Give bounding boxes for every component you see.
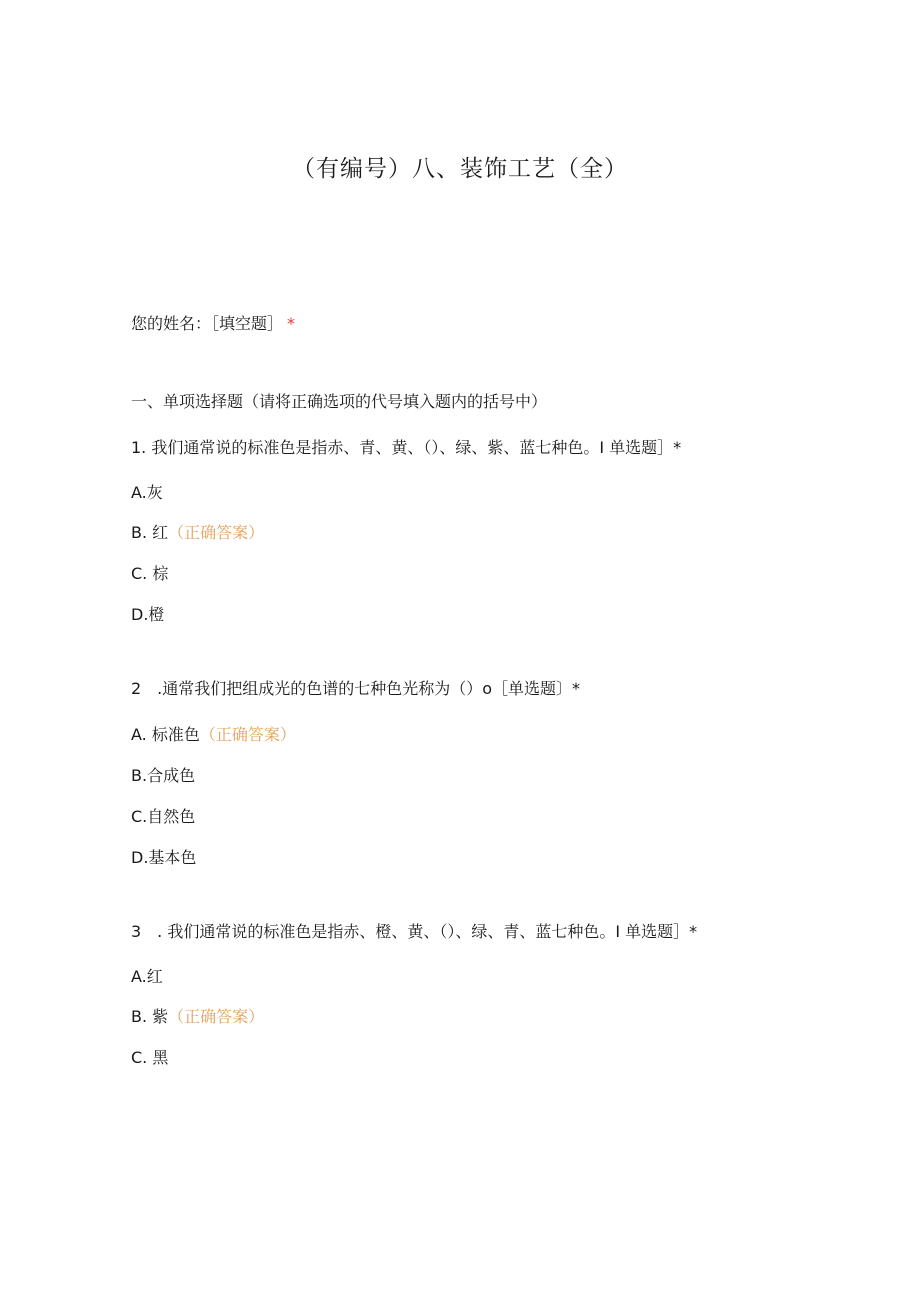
correct-answer-tag: （正确答案）: [168, 523, 265, 542]
required-asterisk: *: [287, 314, 296, 333]
question-1-option-b: [131, 522, 264, 544]
document-title: （有编号）八、装饰工艺（全）: [292, 156, 628, 182]
name-question: [131, 313, 295, 335]
option-label: B. 紫: [131, 1007, 169, 1026]
correct-answer-tag: （正确答案）: [199, 725, 296, 744]
question-3-option-a: A.红: [131, 967, 163, 986]
correct-answer-tag: （正确答案）: [168, 1007, 265, 1026]
question-2-option-d: D.基本色: [131, 848, 197, 867]
question-3-option-b: [131, 1006, 264, 1028]
question-3-option-c: C. 黑: [131, 1048, 169, 1067]
question-3-text: 3 . 我们通常说的标准色是指赤、橙、黄、（）、绿、青、蓝七种色。I 单选题］*: [131, 922, 698, 941]
name-question-label: 您的姓名：［填空题］: [131, 314, 284, 333]
question-2-option-c: C.自然色: [131, 807, 196, 826]
option-label: B. 红: [131, 523, 169, 542]
question-2-option-b: B.合成色: [131, 766, 196, 785]
question-2-option-a: [131, 724, 296, 746]
question-1-option-a: A.灰: [131, 483, 163, 502]
question-1-option-d: D.橙: [131, 605, 165, 624]
question-1-text: 1. 我们通常说的标准色是指赤、青、黄、（）、绿、紫、蓝七种色。I 单选题］*: [131, 438, 682, 457]
question-2-text: 2 .通常我们把组成光的色谱的七种色光称为（）o［单选题〕*: [131, 679, 581, 698]
option-label: A. 标准色: [131, 725, 200, 744]
question-1-option-c: C. 棕: [131, 564, 169, 583]
section-heading: 一、单项选择题（请将正确选项的代号填入题内的括号中）: [131, 392, 548, 411]
